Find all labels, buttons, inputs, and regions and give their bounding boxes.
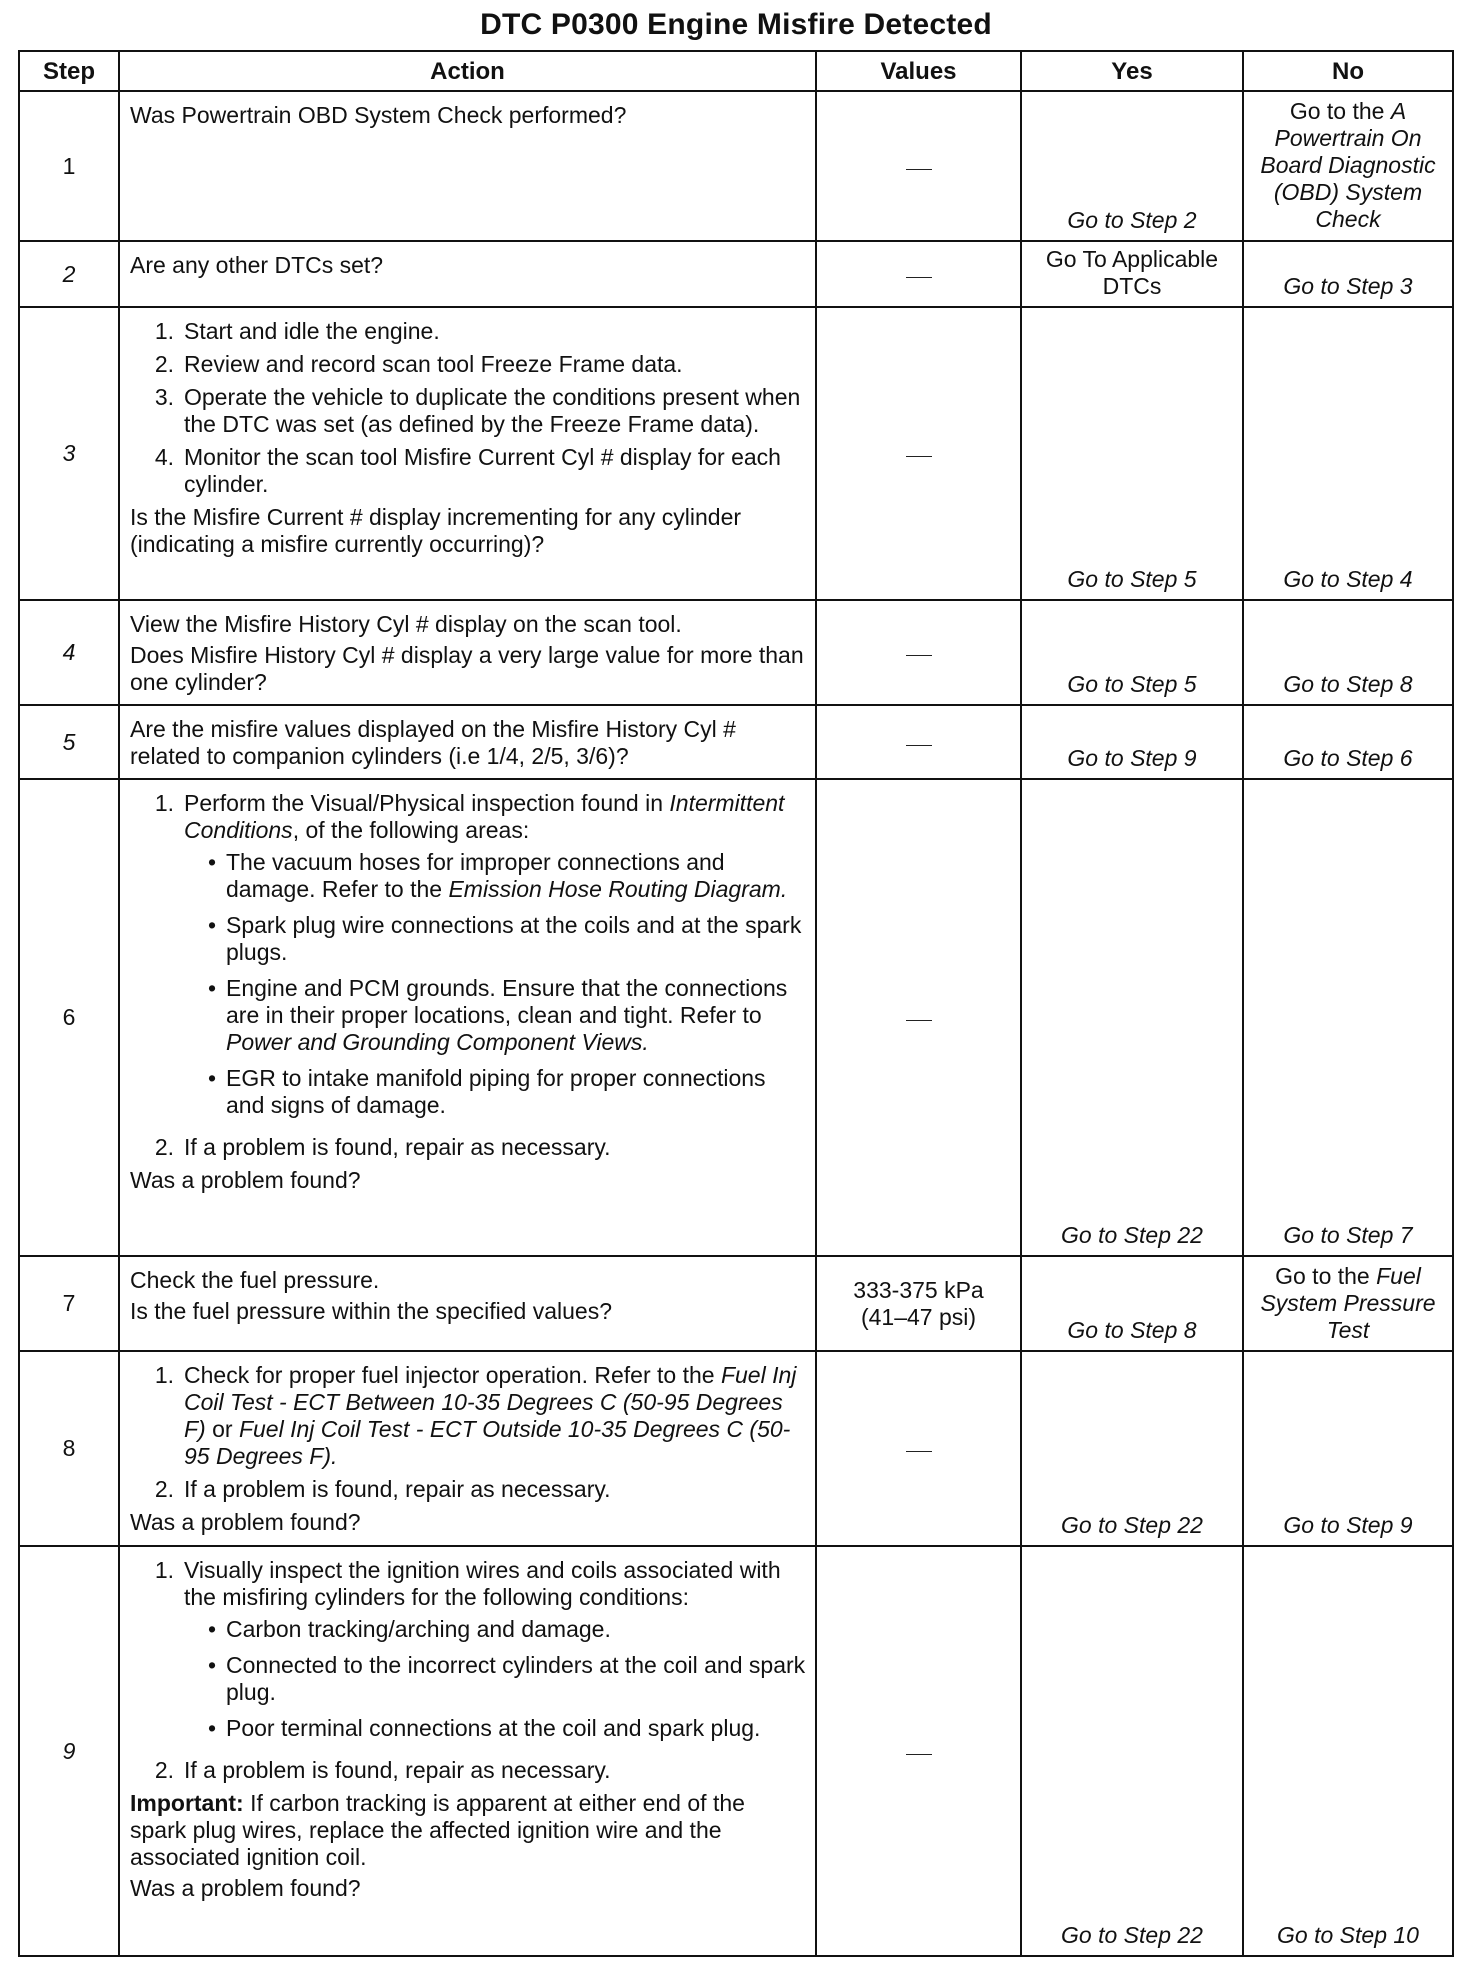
action-text: Check the fuel pressure. <box>130 1267 380 1293</box>
action-cell <box>119 91 816 241</box>
list-item: 2. If a problem is found, repair as necessary. <box>154 1476 611 1502</box>
step-number: 8 <box>19 1351 119 1546</box>
reference-link[interactable]: Fuel Inj Coil Test - ECT Between 10-35 Degrees C (50-95 Degrees F) <box>184 1362 797 1442</box>
diagnostic-table <box>18 50 1454 1957</box>
yes-cell <box>1021 307 1243 600</box>
bullet-item: • Spark plug wire connections at the coils and at the spark plugs. <box>184 912 807 966</box>
dash-mark <box>906 456 932 457</box>
no-cell <box>1243 1351 1453 1546</box>
reference-link[interactable]: Power and Grounding Component Views. <box>226 1029 649 1055</box>
header-yes: Yes <box>1021 51 1243 91</box>
step-number: 3 <box>19 307 119 600</box>
yes-link[interactable]: Go to Step 5 <box>1067 671 1197 697</box>
bullet-icon: • <box>207 1616 216 1642</box>
question-text: Is the fuel pressure within the specified values? <box>130 1298 612 1324</box>
reference-link[interactable]: Intermittent Conditions <box>184 790 785 843</box>
table-row <box>19 1546 1453 1956</box>
question-text: Was a problem found? <box>130 1875 361 1901</box>
no-cell <box>1243 705 1453 779</box>
table-row <box>19 1351 1453 1546</box>
values-cell <box>816 241 1021 307</box>
question-text: Was Powertrain OBD System Check performed? <box>130 102 627 128</box>
dash-mark <box>906 169 932 170</box>
question-text: Was a problem found? <box>130 1509 361 1535</box>
values-cell <box>816 600 1021 705</box>
question-text: Are the misfire values displayed on the Misfire History Cyl # related to companion cylinders (i.e 1/4, 2/5, 3/6)? <box>130 716 736 769</box>
bullet-item: • Connected to the incorrect cylinders at the coil and spark plug. <box>184 1652 807 1706</box>
header-values: Values <box>816 51 1021 91</box>
step-number: 9 <box>19 1546 119 1956</box>
step-number: 6 <box>19 779 119 1256</box>
action-cell <box>119 1256 816 1351</box>
table-row <box>19 91 1453 241</box>
action-cell <box>119 307 816 600</box>
values-cell <box>816 1256 1021 1351</box>
yes-link[interactable]: Go to Step 8 <box>1067 1317 1197 1343</box>
bullet-icon: • <box>207 1065 216 1091</box>
yes-cell <box>1021 600 1243 705</box>
important-note: Important: If carbon tracking is apparent at either end of the spark plug wires, replace the affected ignition wire and the associated ignition coil. <box>130 1790 745 1870</box>
yes-cell <box>1021 91 1243 241</box>
table-row <box>19 600 1453 705</box>
header-no: No <box>1243 51 1453 91</box>
step-number: 5 <box>19 705 119 779</box>
table-row <box>19 241 1453 307</box>
action-cell <box>119 600 816 705</box>
yes-cell <box>1021 779 1243 1256</box>
no-prefix: Go to the <box>1275 1263 1370 1289</box>
list-item: 2. Review and record scan tool Freeze Frame data. <box>154 351 683 377</box>
important-label: Important: <box>130 1790 244 1816</box>
list-item: 1. Check for proper fuel injector operation. Refer to the Fuel Inj Coil Test - ECT Between 10-35 Degrees C (50-95 Degrees F) or Fuel Inj Coil Test - ECT Outside 10-35 Degrees C (50-95 Degrees F). <box>154 1362 797 1469</box>
bullet-item: • The vacuum hoses for improper connections and damage. Refer to the Emission Hose Routing Diagram. <box>184 849 807 903</box>
no-link[interactable]: Go to Step 4 <box>1283 566 1413 592</box>
yes-cell <box>1021 1256 1243 1351</box>
no-link[interactable]: A Powertrain On Board Diagnostic (OBD) System Check <box>1260 97 1436 232</box>
dash-mark <box>906 1020 932 1021</box>
bullet-item: • Engine and PCM grounds. Ensure that the connections are in their proper locations, clean and tight. Refer to Power and Grounding Component Views. <box>184 975 807 1056</box>
step-number: 7 <box>19 1256 119 1351</box>
dash-mark <box>906 745 932 746</box>
no-link[interactable]: Go to Step 7 <box>1283 1222 1413 1248</box>
question-text: Is the Misfire Current # display incrementing for any cylinder (indicating a misfire currently occurring)? <box>130 504 742 557</box>
values-cell <box>816 307 1021 600</box>
reference-link[interactable]: Emission Hose Routing Diagram. <box>448 876 788 902</box>
no-link[interactable]: Go to Step 8 <box>1283 671 1413 697</box>
action-cell <box>119 241 816 307</box>
bullet-icon: • <box>207 1652 216 1678</box>
no-cell <box>1243 779 1453 1256</box>
no-link[interactable]: Go to Step 6 <box>1283 745 1413 771</box>
table-row <box>19 1256 1453 1351</box>
no-cell <box>1243 1546 1453 1956</box>
no-cell <box>1243 307 1453 600</box>
dash-mark <box>906 655 932 656</box>
yes-cell <box>1021 705 1243 779</box>
bullet-item: • Poor terminal connections at the coil and spark plug. <box>184 1715 807 1742</box>
values-cell <box>816 1351 1021 1546</box>
question-text: Are any other DTCs set? <box>130 252 384 278</box>
action-cell <box>119 779 816 1256</box>
dash-mark <box>906 277 932 278</box>
step-number: 2 <box>19 241 119 307</box>
yes-link[interactable]: Go to Step 22 <box>1061 1512 1203 1538</box>
list-item: 2. If a problem is found, repair as necessary. <box>154 1757 611 1783</box>
yes-link[interactable]: Go to Step 22 <box>1061 1222 1203 1248</box>
question-text: Does Misfire History Cyl # display a very large value for more than one cylinder? <box>130 642 804 695</box>
question-text: Was a problem found? <box>130 1167 361 1193</box>
yes-link[interactable]: Go to Step 2 <box>1067 207 1197 233</box>
yes-link[interactable]: Go to Step 22 <box>1061 1922 1203 1948</box>
values-cell <box>816 779 1021 1256</box>
bullet-item: • EGR to intake manifold piping for proper connections and signs of damage. <box>184 1065 807 1119</box>
no-prefix: Go to the <box>1289 97 1385 124</box>
no-cell <box>1243 1256 1453 1351</box>
yes-cell <box>1021 1546 1243 1956</box>
bullet-icon: • <box>207 975 216 1001</box>
bullet-icon: • <box>207 849 216 875</box>
value-psi: (41–47 psi) <box>860 1303 977 1330</box>
bullet-icon: • <box>207 1715 216 1741</box>
header-action: Action <box>119 51 816 91</box>
no-cell <box>1243 241 1453 307</box>
yes-link[interactable]: Go to Step 9 <box>1067 745 1197 771</box>
dash-mark <box>906 1451 932 1452</box>
no-link[interactable]: Go to Step 10 <box>1277 1922 1419 1948</box>
no-link[interactable]: Fuel System Pressure Test <box>1260 1263 1436 1343</box>
header-step: Step <box>19 51 119 91</box>
list-item: 1. Perform the Visual/Physical inspection found in Intermittent Conditions, of the following areas: • The vacuum hoses for improper connections and damage. Refer to the Emission Hose Routing Diagram. • Spark plug wire connections at the coils and at the spark plugs. • Engine and PCM grounds. Ensure that the connections are in their proper locations, clean and tight. Refer to Power and Grounding Component Views. • EGR to intake manifold piping for proper connections and signs of damage. <box>130 790 807 1128</box>
list-item: 3. Operate the vehicle to duplicate the conditions present when the DTC was set (as defined by the Freeze Frame data). <box>154 384 801 437</box>
values-cell <box>816 1546 1021 1956</box>
list-item: 2. If a problem is found, repair as necessary. <box>154 1134 611 1160</box>
yes-link[interactable]: Go to Step 5 <box>1067 566 1197 592</box>
yes-link[interactable]: Go To Applicable DTCs <box>1045 246 1219 299</box>
table-row <box>19 307 1453 600</box>
no-cell <box>1243 91 1453 241</box>
list-item: 1. Visually inspect the ignition wires and coils associated with the misfiring cylinders for the following conditions: • Carbon tracking/arching and damage. • Connected to the incorrect cylinders at the coil and spark plug. • Poor terminal connections at the coil and spark plug. <box>154 1557 806 1741</box>
no-link[interactable]: Go to Step 3 <box>1283 273 1413 299</box>
yes-cell <box>1021 241 1243 307</box>
page-title: DTC P0300 Engine Misfire Detected <box>480 8 992 41</box>
action-cell <box>119 1546 816 1956</box>
value-kpa: 333-375 kPa <box>853 1276 984 1303</box>
step-number: 1 <box>19 91 119 241</box>
list-item: 1. Start and idle the engine. <box>154 318 440 344</box>
header-row <box>19 51 1453 91</box>
values-cell <box>816 91 1021 241</box>
table-row <box>19 779 1453 1256</box>
action-cell <box>119 705 816 779</box>
bullet-item: • Carbon tracking/arching and damage. <box>184 1616 807 1643</box>
action-cell <box>119 1351 816 1546</box>
table-row <box>19 705 1453 779</box>
no-link[interactable]: Go to Step 9 <box>1283 1512 1413 1538</box>
yes-cell <box>1021 1351 1243 1546</box>
dash-mark <box>906 1754 932 1755</box>
step-number: 4 <box>19 600 119 705</box>
action-text: View the Misfire History Cyl # display on the scan tool. <box>130 611 682 637</box>
list-item: 4. Monitor the scan tool Misfire Current Cyl # display for each cylinder. <box>154 444 781 497</box>
bullet-icon: • <box>207 912 216 938</box>
values-cell <box>816 705 1021 779</box>
no-cell <box>1243 600 1453 705</box>
reference-link[interactable]: Fuel Inj Coil Test - ECT Outside 10-35 Degrees C (50-95 Degrees F). <box>184 1416 791 1469</box>
